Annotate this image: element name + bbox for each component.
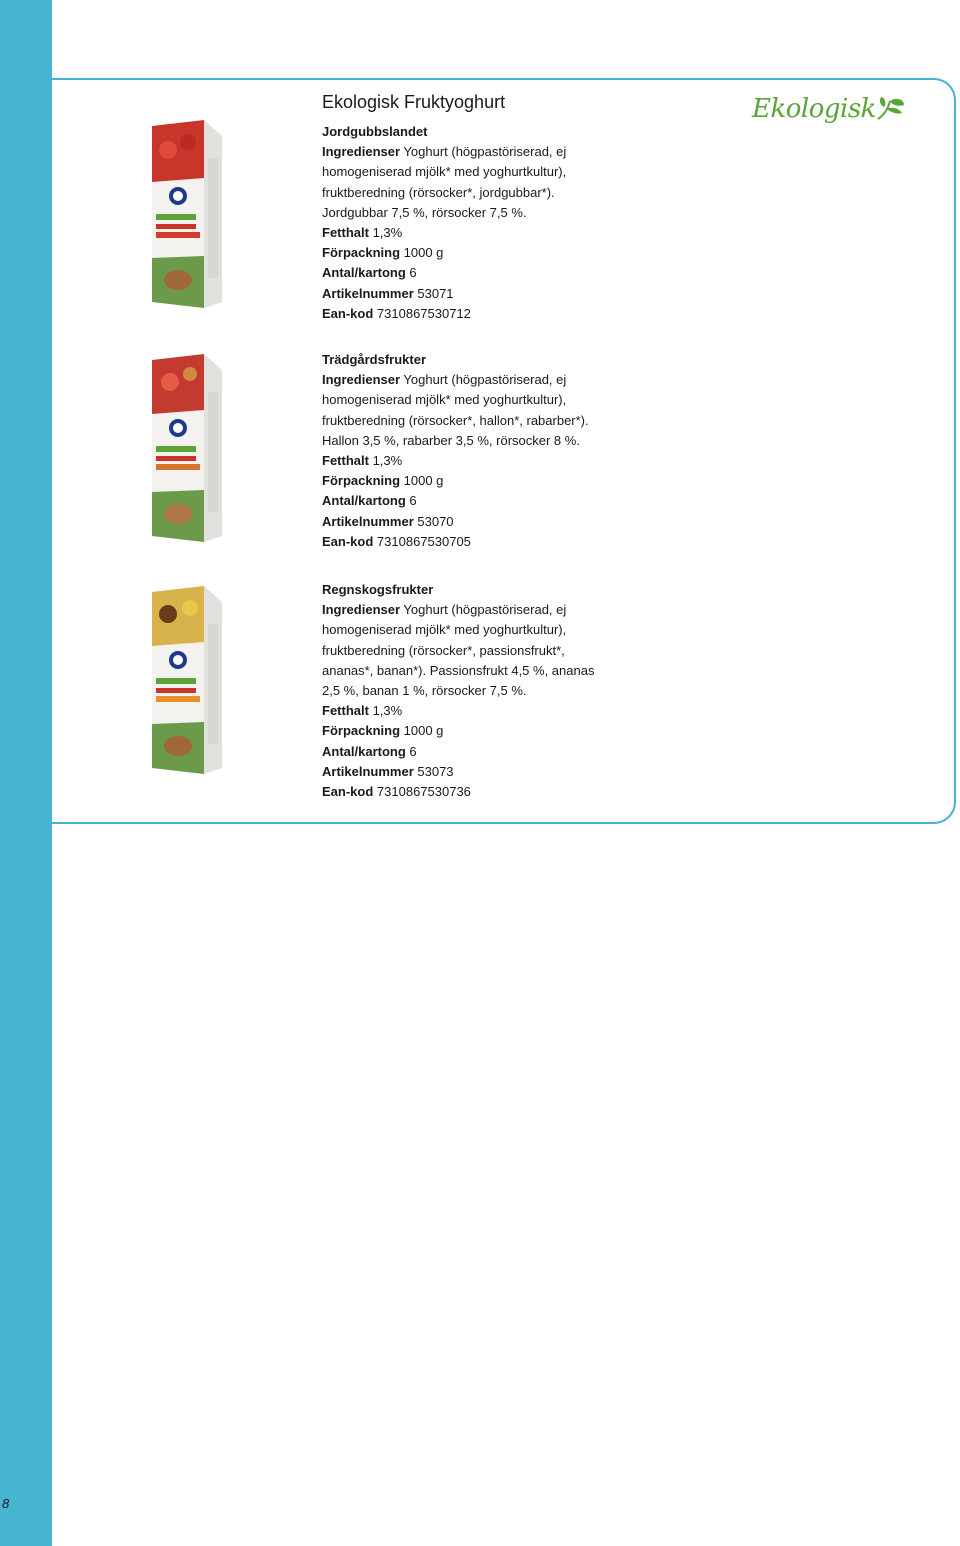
article-row: Artikelnummer 53070	[322, 513, 454, 529]
page-number: 8	[2, 1496, 10, 1511]
product-block-tradgardsfrukter	[322, 350, 589, 552]
article-row: Artikelnummer 53073	[322, 763, 454, 779]
leaf-icon	[874, 95, 906, 123]
ingredients-line: Ingredienser Yoghurt (högpastöriserad, ej	[322, 372, 567, 388]
logo-text: Ekologisk	[752, 94, 876, 124]
ingredients-line: homogeniserad mjölk* med yoghurtkultur),	[322, 392, 567, 408]
product-image-regnskogsfrukter	[148, 584, 226, 774]
package-row: Förpackning 1000 g	[322, 723, 444, 739]
ingredients-line: Ingredienser Yoghurt (högpastöriserad, ej	[322, 144, 567, 160]
ean-row: Ean-kod 7310867530736	[322, 784, 471, 800]
ingredients-line: fruktberedning (rörsocker*, jordgubbar*).	[322, 184, 555, 200]
product-name: Trädgårdsfrukter	[322, 352, 427, 367]
per-carton-row: Antal/kartong 6	[322, 743, 417, 759]
fat-row: Fetthalt 1,3%	[322, 225, 403, 241]
fat-row: Fetthalt 1,3%	[322, 703, 403, 719]
ingredients-line: homogeniserad mjölk* med yoghurtkultur),	[322, 622, 567, 638]
ean-row: Ean-kod 7310867530705	[322, 533, 471, 549]
product-block-regnskogsfrukter	[322, 580, 594, 802]
per-carton-row: Antal/kartong 6	[322, 265, 417, 281]
product-block-jordgubbslandet	[322, 122, 566, 324]
per-carton-row: Antal/kartong 6	[322, 493, 417, 509]
product-name: Jordgubbslandet	[322, 124, 428, 139]
ingredients-line: fruktberedning (rörsocker*, hallon*, rabarber*).	[322, 412, 589, 428]
product-image-tradgardsfrukter	[148, 352, 226, 542]
product-image-jordgubbslandet	[148, 118, 226, 308]
page-title: Ekologisk Fruktyoghurt	[322, 92, 506, 112]
ingredients-line: fruktberedning (rörsocker*, passionsfrukt*,	[322, 642, 565, 658]
fat-row: Fetthalt 1,3%	[322, 453, 403, 469]
package-row: Förpackning 1000 g	[322, 245, 444, 261]
package-row: Förpackning 1000 g	[322, 473, 444, 489]
ingredients-line: Jordgubbar 7,5 %, rörsocker 7,5 %.	[322, 204, 527, 220]
ingredients-line: homogeniserad mjölk* med yoghurtkultur),	[322, 164, 567, 180]
product-name: Regnskogsfrukter	[322, 582, 434, 597]
ean-row: Ean-kod 7310867530712	[322, 305, 471, 321]
ingredients-line: Hallon 3,5 %, rabarber 3,5 %, rörsocker 8 %.	[322, 432, 580, 448]
ingredients-line: ananas*, banan*). Passionsfrukt 4,5 %, ananas	[322, 662, 595, 678]
ekologisk-logo	[752, 94, 906, 124]
ingredients-line: Ingredienser Yoghurt (högpastöriserad, ej	[322, 602, 567, 618]
ingredients-line: 2,5 %, banan 1 %, rörsocker 7,5 %.	[322, 683, 527, 699]
side-color-bar	[0, 0, 52, 1546]
article-row: Artikelnummer 53071	[322, 285, 454, 301]
